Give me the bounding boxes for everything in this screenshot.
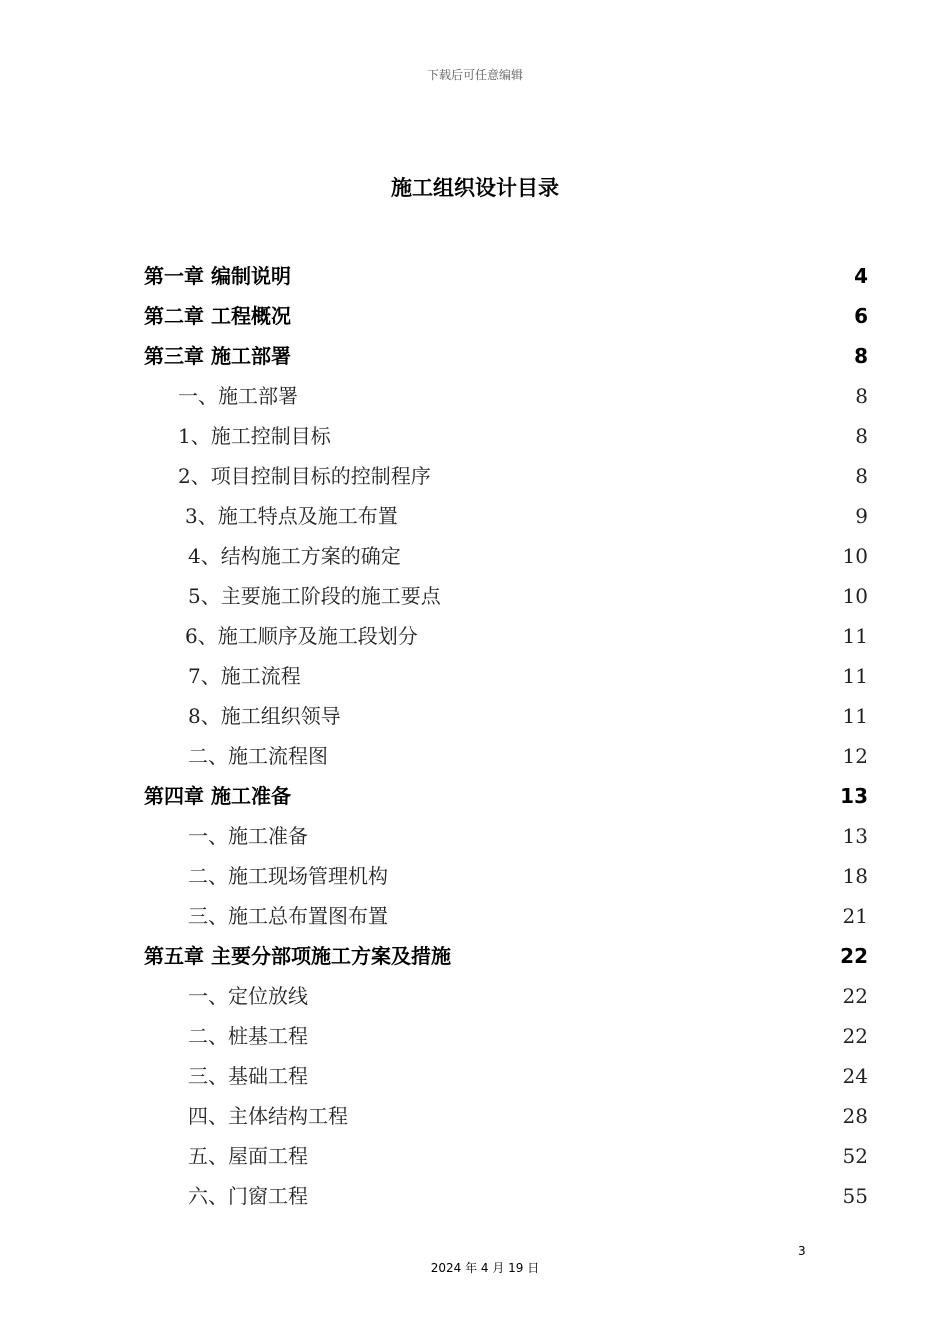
toc-section-entry[interactable] xyxy=(144,736,868,776)
toc-entry-page: 8 xyxy=(855,464,868,488)
header-note: 下载后可任意编辑 xyxy=(426,68,523,82)
toc-section-entry[interactable] xyxy=(144,1016,868,1056)
toc-entry-page: 52 xyxy=(842,1144,868,1168)
footer-date: 2024 年 4 月 19 日 xyxy=(430,1261,540,1275)
toc-entry-label: 第一章 编制说明 xyxy=(144,264,291,288)
toc-entry-label: 五、屋面工程 xyxy=(188,1144,308,1168)
toc-entry-page: 18 xyxy=(842,864,868,888)
toc-entry-label: 3、施工特点及施工布置 xyxy=(185,504,398,528)
toc-section-entry[interactable] xyxy=(144,416,868,456)
toc-entry-page: 11 xyxy=(842,624,868,648)
toc-entry-page: 11 xyxy=(842,664,868,688)
toc-entry-page: 10 xyxy=(842,544,868,568)
toc-entry-page: 22 xyxy=(842,984,868,1008)
page-number: 3 xyxy=(798,1244,806,1258)
toc-section-entry[interactable] xyxy=(144,1136,868,1176)
toc-entry-label: 三、基础工程 xyxy=(188,1064,308,1088)
toc-entry-label: 1、施工控制目标 xyxy=(178,424,331,448)
toc-entry-label: 7、施工流程 xyxy=(188,664,301,688)
toc-section-entry[interactable] xyxy=(144,856,868,896)
toc-entry-page: 28 xyxy=(842,1104,868,1128)
toc-entry-label: 第二章 工程概况 xyxy=(144,304,291,328)
toc-section-entry[interactable] xyxy=(144,656,868,696)
toc-entry-page: 13 xyxy=(842,824,868,848)
toc-chapter-entry[interactable] xyxy=(144,256,868,296)
toc-chapter-entry[interactable] xyxy=(144,336,868,376)
toc-entry-label: 2、项目控制目标的控制程序 xyxy=(178,464,431,488)
toc-entry-label: 二、施工流程图 xyxy=(188,744,328,768)
toc-entry-label: 第五章 主要分部项施工方案及措施 xyxy=(144,944,451,968)
toc-entry-page: 12 xyxy=(842,744,868,768)
toc-section-entry[interactable] xyxy=(144,536,868,576)
toc-section-entry[interactable] xyxy=(144,976,868,1016)
toc-section-entry[interactable] xyxy=(144,576,868,616)
toc-entry-label: 六、门窗工程 xyxy=(188,1184,308,1208)
toc-entry-page: 22 xyxy=(842,1024,868,1048)
toc-entry-page: 21 xyxy=(842,904,868,928)
toc-entry-page: 13 xyxy=(840,784,868,808)
toc-entry-label: 5、主要施工阶段的施工要点 xyxy=(188,584,441,608)
document-title: 施工组织设计目录 xyxy=(391,176,559,200)
toc-entry-label: 8、施工组织领导 xyxy=(188,704,341,728)
table-of-contents xyxy=(144,256,868,1216)
toc-entry-label: 四、主体结构工程 xyxy=(188,1104,348,1128)
toc-entry-page: 9 xyxy=(855,504,868,528)
toc-entry-page: 24 xyxy=(842,1064,868,1088)
toc-section-entry[interactable] xyxy=(144,1056,868,1096)
toc-entry-label: 二、施工现场管理机构 xyxy=(188,864,388,888)
toc-entry-label: 一、定位放线 xyxy=(188,984,308,1008)
toc-chapter-entry[interactable] xyxy=(144,776,868,816)
toc-entry-label: 第三章 施工部署 xyxy=(144,344,291,368)
toc-entry-label: 4、结构施工方案的确定 xyxy=(188,544,401,568)
toc-section-entry[interactable] xyxy=(144,896,868,936)
toc-chapter-entry[interactable] xyxy=(144,296,868,336)
toc-section-entry[interactable] xyxy=(144,376,868,416)
toc-entry-page: 8 xyxy=(854,344,868,368)
toc-section-entry[interactable] xyxy=(144,496,868,536)
toc-section-entry[interactable] xyxy=(144,616,868,656)
toc-entry-label: 一、施工部署 xyxy=(178,384,298,408)
toc-entry-label: 第四章 施工准备 xyxy=(144,784,291,808)
toc-entry-label: 一、施工准备 xyxy=(188,824,308,848)
toc-entry-page: 22 xyxy=(840,944,868,968)
toc-section-entry[interactable] xyxy=(144,1096,868,1136)
toc-section-entry[interactable] xyxy=(144,456,868,496)
toc-entry-page: 11 xyxy=(842,704,868,728)
toc-entry-label: 6、施工顺序及施工段划分 xyxy=(185,624,418,648)
toc-entry-page: 4 xyxy=(854,264,868,288)
toc-chapter-entry[interactable] xyxy=(144,936,868,976)
toc-entry-label: 二、桩基工程 xyxy=(188,1024,308,1048)
toc-entry-page: 8 xyxy=(855,424,868,448)
toc-entry-page: 6 xyxy=(854,304,868,328)
toc-entry-page: 8 xyxy=(855,384,868,408)
toc-entry-page: 10 xyxy=(842,584,868,608)
toc-entry-label: 三、施工总布置图布置 xyxy=(188,904,388,928)
toc-section-entry[interactable] xyxy=(144,696,868,736)
toc-entry-page: 55 xyxy=(842,1184,868,1208)
toc-section-entry[interactable] xyxy=(144,816,868,856)
toc-section-entry[interactable] xyxy=(144,1176,868,1216)
